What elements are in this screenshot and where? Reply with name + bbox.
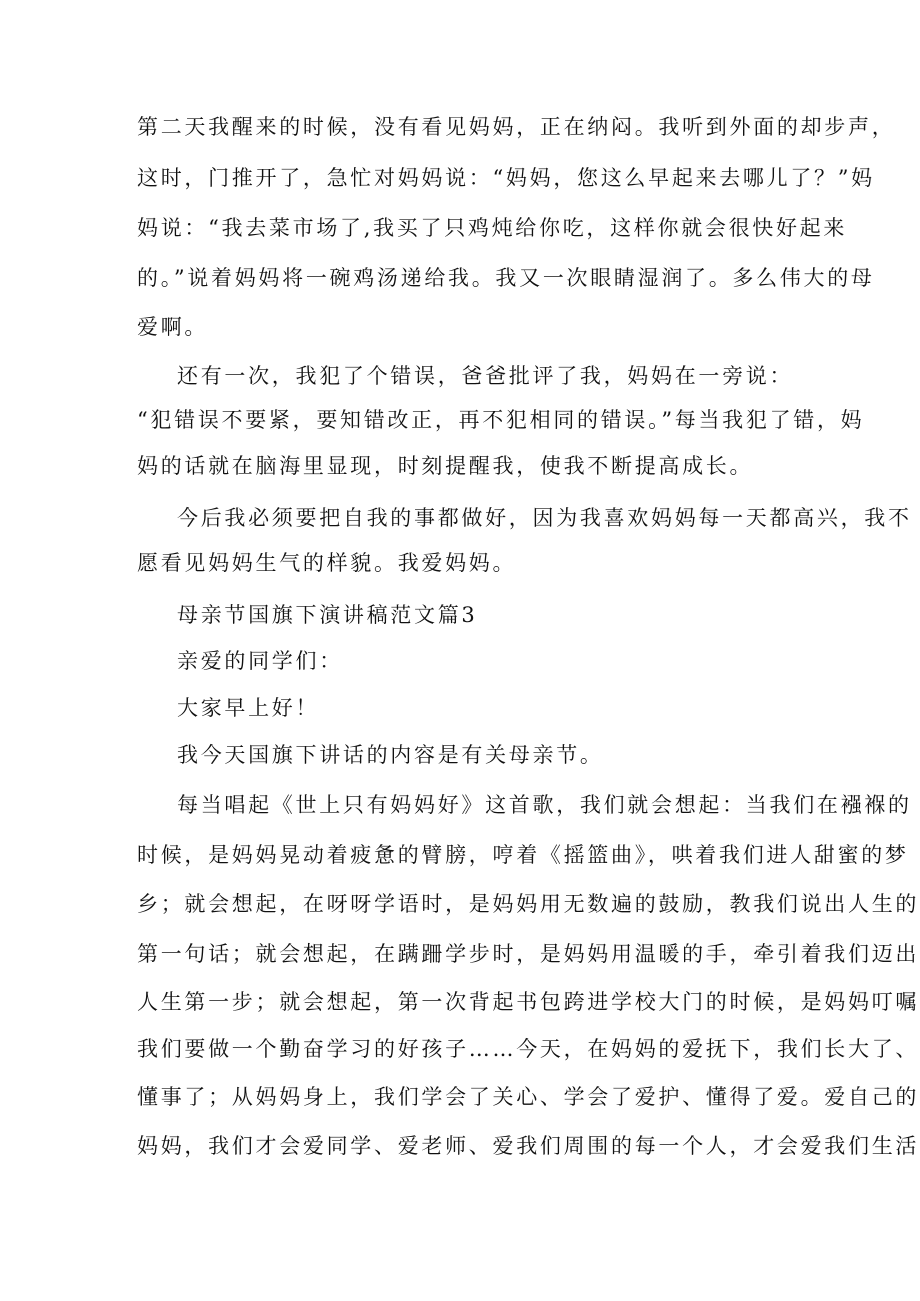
text-line: 亲爱的同学们：	[177, 649, 343, 673]
text-line: 这时，门推开了，急忙对妈妈说：“妈妈，您这么早起来去哪儿了？”妈	[137, 166, 875, 190]
text-line: 每当唱起《世上只有妈妈好》这首歌，我们就会想起：当我们在襁褓的	[177, 793, 912, 817]
text-line: “犯错误不要紧，要知错改正，再不犯相同的错误。”每当我犯了错，妈	[137, 408, 865, 432]
text-line: 乡；就会想起，在呀呀学语时，是妈妈用无数遍的鼓励，教我们说出人生的	[137, 892, 920, 916]
text-line: 今后我必须要把自我的事都做好，因为我喜欢妈妈每一天都高兴，我不	[177, 506, 912, 530]
text-line: 第一句话；就会想起，在蹒跚学步时，是妈妈用温暖的手，牵引着我们迈出	[137, 942, 920, 966]
text-line: 时候，是妈妈晃动着疲惫的臂膀，哼着《摇篮曲》，哄着我们进人甜蜜的梦	[137, 843, 909, 867]
text-line: 爱啊。	[137, 315, 209, 339]
text-line: 母亲节国旗下演讲稿范文篇3	[177, 603, 478, 627]
text-line: 愿看见妈妈生气的样貌。我爱妈妈。	[137, 551, 517, 575]
text-line: 我们要做一个勤奋学习的好孩子……今天，在妈妈的爱抚下，我们长大了、	[137, 1037, 920, 1061]
text-line: 我今天国旗下讲话的内容是有关母亲节。	[177, 743, 604, 767]
text-line: 人生第一步；就会想起，第一次背起书包跨进学校大门的时候，是妈妈叮嘱	[137, 990, 920, 1014]
text-line: 第二天我醒来的时候，没有看见妈妈，正在纳闷。我听到外面的却步声，	[137, 115, 896, 139]
text-line: 还有一次，我犯了个错误，爸爸批评了我，妈妈在一旁说：	[177, 364, 794, 388]
text-line: 的。”说着妈妈将一碗鸡汤递给我。我又一次眼睛湿润了。多么伟大的母	[137, 266, 875, 290]
text-line: 妈的话就在脑海里显现，时刻提醒我，使我不断提高成长。	[137, 454, 754, 478]
text-line: 妈妈，我们才会爱同学、爱老师、爱我们周围的每一个人，才会爱我们生活	[137, 1134, 920, 1158]
text-line: 妈说：“我去菜市场了,我买了只鸡炖给你吃，这样你就会很快好起来	[137, 216, 848, 240]
text-line: 懂事了；从妈妈身上，我们学会了关心、学会了爱护、懂得了爱。爱自己的	[137, 1085, 920, 1109]
text-line: 大家早上好！	[177, 696, 320, 720]
